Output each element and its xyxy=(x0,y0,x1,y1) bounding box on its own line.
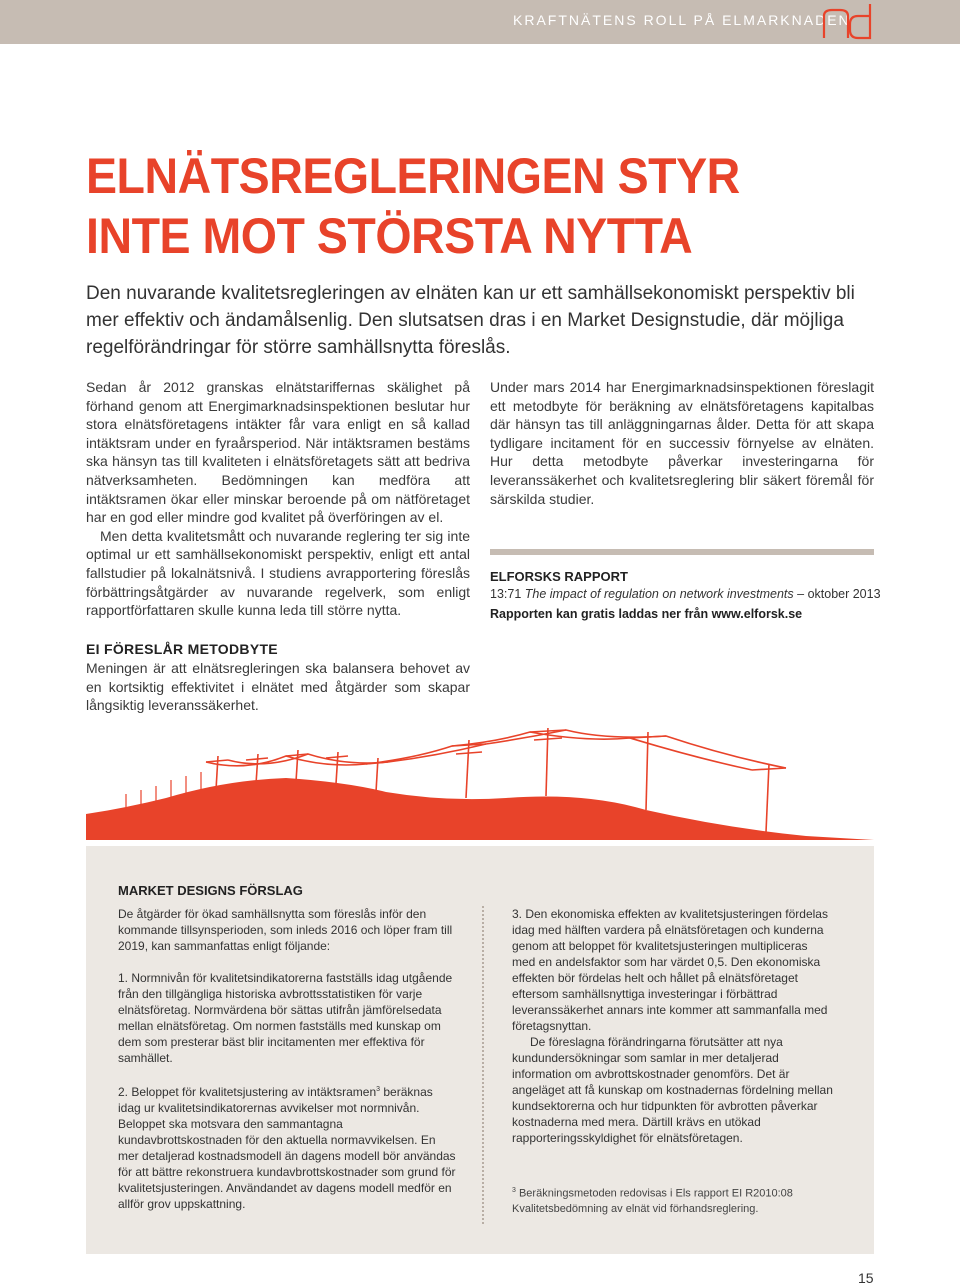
box-heading: MARKET DESIGNS FÖRSLAG xyxy=(118,883,303,898)
report-reference xyxy=(490,587,881,601)
section-body: Meningen är att elnätsregleringen ska balansera behovet av en kortsiktig effektivitet i elnätet med åtgärder som skapar långsiktig leveranssäkerhet. xyxy=(86,660,470,714)
left-column xyxy=(86,378,470,620)
report-date: – oktober 2013 xyxy=(797,587,881,601)
right-column xyxy=(490,378,874,508)
box-intro: De åtgärder för ökad samhällsnytta som föreslås inför den kommande tillsynsperioden, som inleds 2016 och löper fram till 2019, kan sammanfattas enligt följande: xyxy=(118,907,453,953)
report-number: 13:71 xyxy=(490,587,522,601)
power-lines-illustration xyxy=(86,728,874,840)
report-divider xyxy=(490,549,874,555)
item-2-footnote-ref: 3 xyxy=(376,1086,381,1093)
column-divider xyxy=(482,906,484,1224)
box-left-column xyxy=(118,906,458,1212)
item-2-rest: beräknas idag ur kvalitetsindikatorernas avvikelser mot normnivån. Beloppet ska motsvara den sammantagna kundavbrottskostnaden för den aktuella normavvikelsen. En mer detaljerad kostnadsmodell än dagens modell bör användas för att bättre rekonstruera kundavbrottskostnader som grund för kvalitetsjusteringen. Användandet av dagens modell medför en allför grov uppskattning. xyxy=(118,1085,456,1211)
report-download-link[interactable]: Rapporten kan gratis laddas ner från www.elforsk.se xyxy=(490,607,803,621)
title-line-1: ELNÄTSREGLERINGEN STYR xyxy=(86,148,740,204)
footnote xyxy=(512,1183,842,1218)
proposal-item-1: 1. Normnivån för kvalitetsindikatorerna fastställs idag utgående från den tillgängliga historiska avbrottsstatistiken för varje elnätsföretag. Normvärdena bör sättas utifrån jämförelsedata mellan elnätsföretag. Om normen fastställs med kunskap om dem som presterar bäst blir incitamenten mer effektiva för samhället. xyxy=(118,971,453,1065)
left-paragraph-1: Sedan år 2012 granskas elnätstariffernas skälighet på förhand genom att Energimarknadsinspektionen beslutar hur stora elnätsföretagens intäkter får vara enligt en så kallad intäktsram under en fyraårsperiod. När intäktsramen bestäms ska hänsyn tas till kvaliteten i elnätsföretagets sätt att bedriva nätverksamheten. Bedömningen kan medföra att intäktsramen ökar eller minskar beroende på om nätföretaget har en god eller mindre god kvalitet på överföringen av el. xyxy=(86,379,470,526)
item-2-start: 2. Beloppet för kvalitetsjustering av intäktsramen xyxy=(118,1085,377,1099)
section-title: KRAFTNÄTENS ROLL PÅ ELMARKNADEN xyxy=(513,12,851,28)
left-paragraph-2: Men detta kvalitetsmått och nuvarande reglering ter sig inte optimal ur ett samhällsekonomiskt perspektiv, enligt ett antal fallstudier på lokalnätsnivå. I studiens avrapportering föreslås förbättringsåtgärder av nuvarande regelverk, som enligt rapportförfattaren skulle kunna leda till större nytta. xyxy=(86,527,470,619)
proposal-item-3: 3. Den ekonomiska effekten av kvalitetsjusteringen fördelas idag med hälften vardera på elnätsföretagen och kunderna genom att beloppet för kvalitetsjusteringen multipliceras med en andelsfaktor som har värdet 0,5. Den ekonomiska effekten bör fördelas helt och hållet på elnätsföretaget eftersom samhällsnyttiga investeringar i förbättrad leveranssäkerhet annars inte kommer att sammanfalla med företagsnyttan. xyxy=(512,907,828,1033)
footnote-number: 3 xyxy=(512,1187,516,1194)
proposal-item-2 xyxy=(118,1082,458,1212)
right-paragraph-1: Under mars 2014 har Energimarknadsinspektionen föreslagit ett metodbyte för beräkning av elnätsföretagens kapitalbas där hänsyn tas till anläggningarnas ålder. Detta för att skapa tydligare incitament för en successiv förnyelse av elnäten. Hur detta metodbyte påverkar investeringarna för leveranssäkerhet och kvalitetsreglering blir säkert föremål för särskilda studier. xyxy=(490,379,874,507)
report-title: The impact of regulation on network investments xyxy=(524,587,794,601)
title-line-2: INTE MOT STÖRSTA NYTTA xyxy=(86,208,693,264)
proposal-conclusion: De föreslagna förändringarna förutsätter att nya kundundersökningar som samlar in mer detaljerad information om avbrottskostnader genomförs. Det är angeläget att få kunskap om kostnadernas fördelning mellan kundsektorerna och hur tidpunkten för avbrotten påverkar kostnaderna med mera. Därtill krävs en utökad rapporteringsskyldighet för elnätsföretagen. xyxy=(512,1035,833,1145)
section-heading: EI FÖRESLÅR METODBYTE xyxy=(86,641,278,657)
nd-logo-icon xyxy=(818,2,878,42)
page-title xyxy=(86,146,849,266)
ingress: Den nuvarande kvalitetsregleringen av elnäten kan ur ett samhällsekonomiskt perspektiv bli mer effektiv och ändamålsenlig. Den slutsatsen dras i en Market Designstudie, där möjliga regelförändringar för större samhällsnytta föreslås. xyxy=(86,283,855,358)
footnote-text: Beräkningsmetoden redovisas i Els rapport EI R2010:08 Kvalitetsbedömning av elnät vid förhandsreglering. xyxy=(512,1187,793,1216)
box-right-column xyxy=(512,906,834,1162)
page-number: 15 xyxy=(858,1270,874,1286)
report-heading: ELFORSKS RAPPORT xyxy=(490,569,628,584)
